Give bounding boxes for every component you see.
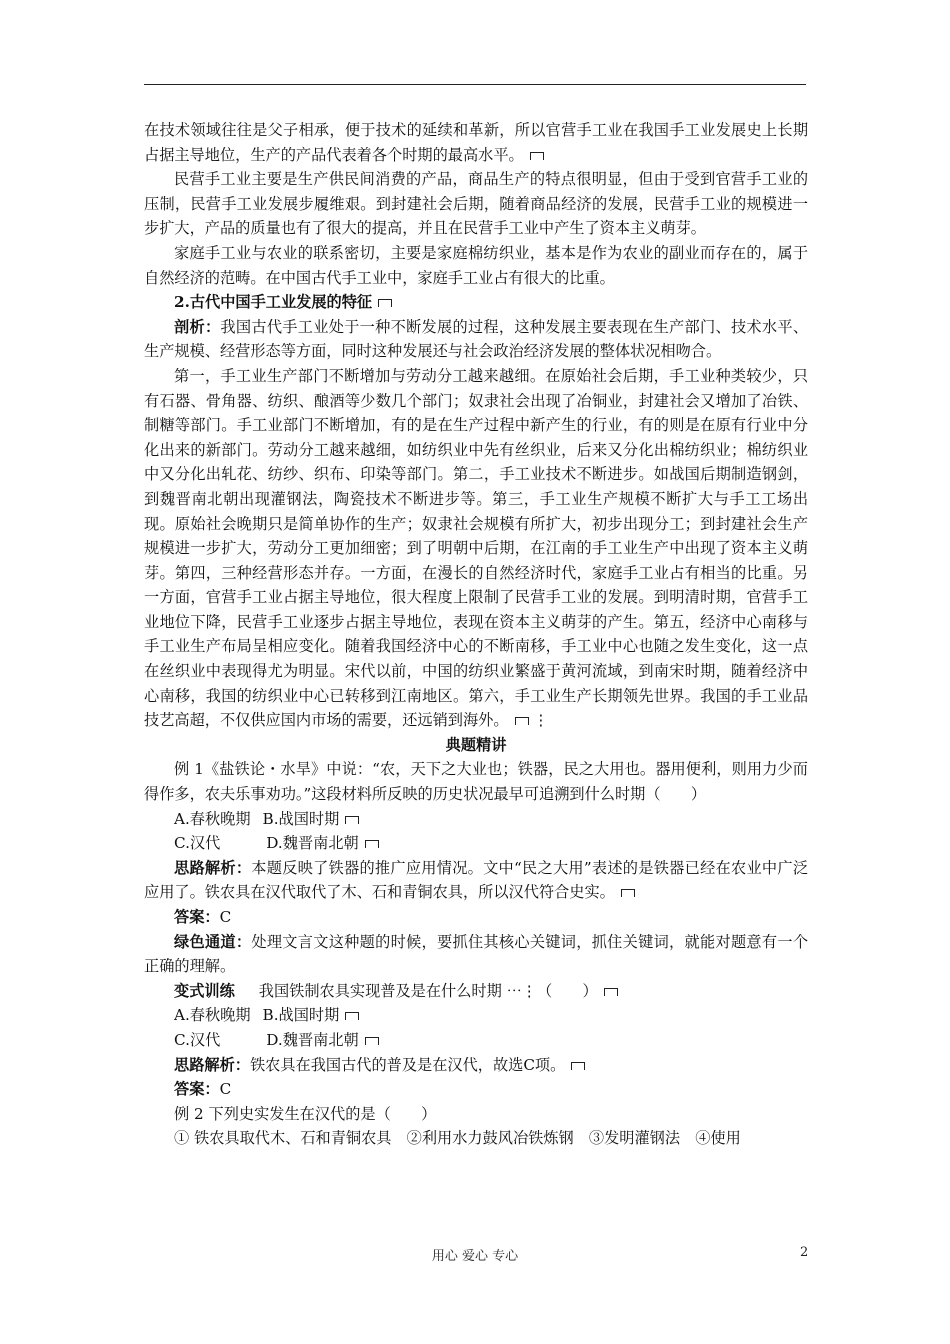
return-mark-icon [571, 1062, 585, 1070]
paragraph: 民营手工业主要是生产供民间消费的产品，商品生产的特点很明显，但由于受到官营手工业的压制，民营手工业发展步履维艰。到封建社会后期，随着商品经济的发展，民营手工业的规模进一步扩大，产品的质量也有了很大的提高，并且在民营手工业中产生了资本主义萌芽。 [144, 170, 808, 238]
options-row: A.春秋晚期 B.战国时期 [144, 807, 808, 832]
answer: 答案：C [174, 1080, 232, 1099]
section-heading: 2.古代中国手工业发展的特征 [144, 290, 808, 315]
page-body [144, 118, 808, 1151]
return-mark-icon [365, 840, 379, 848]
example-items: ① 铁农具取代木、石和青铜农具 ②利用水力鼓风冶铁炼钢 ③发明灌钢法 ④使用 [174, 1129, 741, 1148]
paragraph: 在技术领域往往是父子相承，便于技术的延续和革新，所以官营手工业在我国手工业发展史上长期占据主导地位，生产的产品代表着各个时期的最高水平。 [144, 121, 808, 164]
footer-text: 用心 爱心 专心 [431, 1249, 519, 1264]
paragraph: 剖析：我国古代手工业处于一种不断发展的过程，这种发展主要表现在生产部门、技术水平、生产规模、经营形态等方面，同时这种发展还与社会政治经济发展的整体状况相吻合。 [144, 317, 809, 361]
return-mark-icon [345, 1012, 359, 1020]
green-channel: 绿色通道：处理文言文这种题的时候，要抓住其核心关键词，抓住关键词，就能对题意有一个正确的理解。 [144, 932, 809, 976]
page-number: 2 [800, 1245, 809, 1260]
return-mark-icon [621, 889, 635, 897]
analysis: 思路解析：本题反映了铁器的推广应用情况。文中“民之大用”表述的是铁器已经在农业中广泛应用了。铁农具在汉代取代了木、石和青铜农具，所以汉代符合史实。 [144, 858, 809, 902]
return-mark-icon [345, 816, 359, 824]
options-row: C.汉代 D.魏晋南北朝 [144, 831, 808, 856]
paragraph: 家庭手工业与农业的联系密切，主要是家庭棉纺织业，基本是作为农业的副业而存在的，属于自然经济的范畴。在中国古代手工业中，家庭手工业占有很大的比重。 [144, 243, 808, 287]
return-mark-icon [530, 152, 544, 160]
variant-question: 变式训练 我国铁制农具实现普及是在什么时期 ⋯⋮（ ） [144, 979, 808, 1004]
options-row: A.春秋晚期 B.战国时期 [144, 1003, 808, 1028]
example-question: 例 1《盐铁论・水旱》中说：“农，天下之大业也；铁器，民之大用也。器用便利，则用力少而得作多，农夫乐事劝功。”这段材料所反映的历史状况最早可追溯到什么时期（ ） [144, 760, 808, 804]
analysis: 思路解析：铁农具在我国古代的普及是在汉代，故选C项。 [144, 1053, 808, 1078]
return-mark-icon [378, 299, 392, 307]
return-mark-icon [365, 1037, 379, 1045]
section-title: 典题精讲 [445, 735, 507, 754]
paragraph: 第一，手工业生产部门不断增加与劳动分工越来越细。在原始社会后期，手工业种类较少，只有石器、骨角器、纺织、酿酒等少数几个部门；奴隶社会出现了冶铜业，封建社会又增加了冶铁、制糖等部门。手工业部门不断增加，有的是在生产过程中新产生的行业，有的则是在原有行业中分化出来的新部门。劳动分工越来越细，如纺织业中先有丝织业，后来又分化出棉纺织业；棉纺织业中又分化出轧花、纺纱、织布、印染等部门。第二，手工业技术不断进步。如战国后期制造钢剑，到魏晋南北朝出现灌钢法，陶瓷技术不断进步等。第三，手工业生产规模不断扩大与手工工场出现。原始社会晚期只是简单协作的生产；奴隶社会规模有所扩大，初步出现分工；到封建社会生产规模进一步扩大，劳动分工更加细密；到了明朝中后期，在江南的手工业生产中出现了资本主义萌芽。第四，三种经营形态并存。一方面，在漫长的自然经济时代，家庭手工业占有相当的比重。另一方面，官营手工业占据主导地位，很大程度上限制了民营手工业的发展。到明清时期，官营手工业地位下降，民营手工业逐步占据主导地位，表现在资本主义萌芽的产生。第五，经济中心南移与手工业生产布局呈相应变化。随着我国经济中心的不断南移，手工业中心也随之发生变化，这一点在丝织业中表现得尤为明显。宋代以前，中国的纺织业繁盛于黄河流域，到南宋时期，随着经济中心南移，我国的纺织业中心已转移到江南地区。第六，手工业生产长期领先世界。我国的手工业品技艺高超，不仅供应国内市场的需要，还远销到海外。 ⋮ [144, 366, 808, 730]
answer: 答案：C [174, 908, 232, 926]
return-mark-icon [515, 717, 529, 725]
header-rule [144, 84, 806, 85]
example-question: 例 2 下列史实发生在汉代的是（ ） [174, 1104, 437, 1123]
return-mark-icon [604, 988, 618, 996]
options-row: C.汉代 D.魏晋南北朝 [144, 1028, 808, 1053]
